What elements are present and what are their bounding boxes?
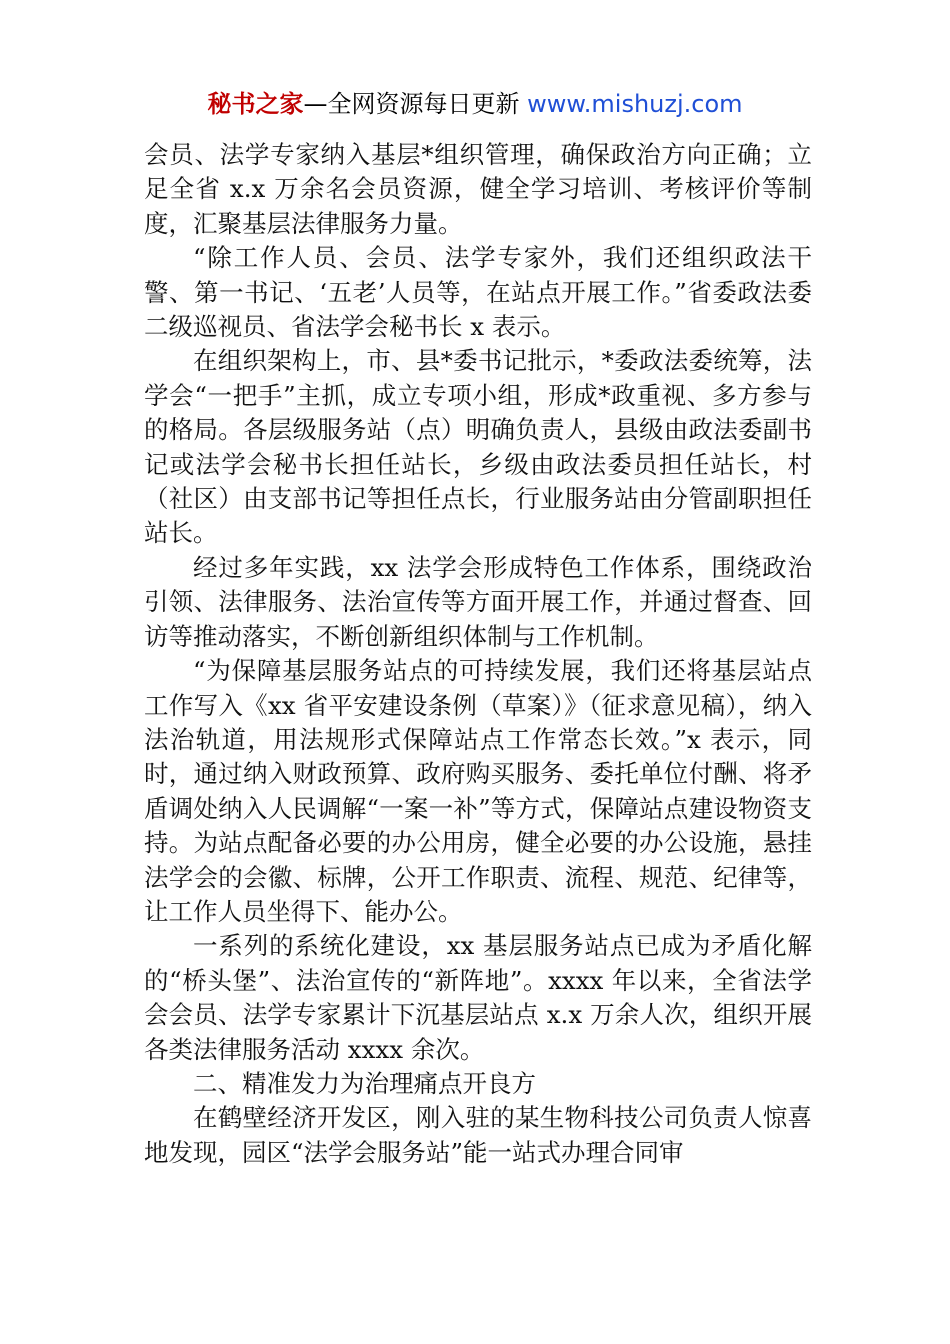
paragraph-continued: 会员、法学专家纳入基层*组织管理，确保政治方向正确；立足全省 x.x 万余名会员资源，健全学习培训、考核评价等制度，汇聚基层法律服务力量。 [144,140,812,238]
paragraph: “除工作人员、会员、法学专家外，我们还组织政法干警、第一书记、‘五老’人员等，在站点开展工作。”省委政法委二级巡视员、省法学会秘书长 x 表示。 [144,243,812,342]
page-header [0,86,950,122]
header-brand: 秘书之家 [207,90,304,118]
paragraph: 一系列的系统化建设，xx 基层服务站点已成为矛盾化解的“桥头堡”、法治宣传的“新阵地”。xxxx 年以来，全省法学会会员、法学专家累计下沉基层站点 x.x 万余人次，组织开展各类法律服务活动 xxxx 余次。 [144,931,812,1064]
paragraph: 经过多年实践，xx 法学会形成特色工作体系，围绕政治引领、法律服务、法治宣传等方面开展工作，并通过督查、回访等推动落实，不断创新组织体制与工作机制。 [144,552,812,651]
header-url-link[interactable]: www.mishuzj.com [527,90,743,118]
paragraph: 在组织架构上，市、县*委书记批示，*委政法委统筹，法学会“一把手”主抓，成立专项小组，形成*政重视、多方参与的格局。各层级服务站（点）明确负责人，县级由政法委副书记或法学会秘书长担任站长，乡级由政法委员担任站长，村（社区）由支部书记等担任点长，行业服务站由分管副职担任站长。 [144,346,812,548]
article-body [144,138,812,1170]
paragraph: 在鹤壁经济开发区，刚入驻的某生物科技公司负责人惊喜地发现，园区“法学会服务站”能一站式办理合同审 [144,1103,812,1167]
section-heading: 二、精准发力为治理痛点开良方 [193,1068,536,1098]
header-tagline: —全网资源每日更新 [303,90,528,118]
paragraph: “为保障基层服务站点的可持续发展，我们还将基层站点工作写入《xx 省平安建设条例（草案）》（征求意见稿），纳入法治轨道，用法规形式保障站点工作常态长效。”x 表示，同时，通过纳入财政预算、政府购买服务、委托单位付酬、将矛盾调处纳入人民调解“一案一补”等方式，保障站点建设物资支持。为站点配备必要的办公用房，健全必要的办公设施，悬挂法学会的会徽、标牌，公开工作职责、流程、规范、纪律等，让工作人员坐得下、能办公。 [144,656,812,926]
